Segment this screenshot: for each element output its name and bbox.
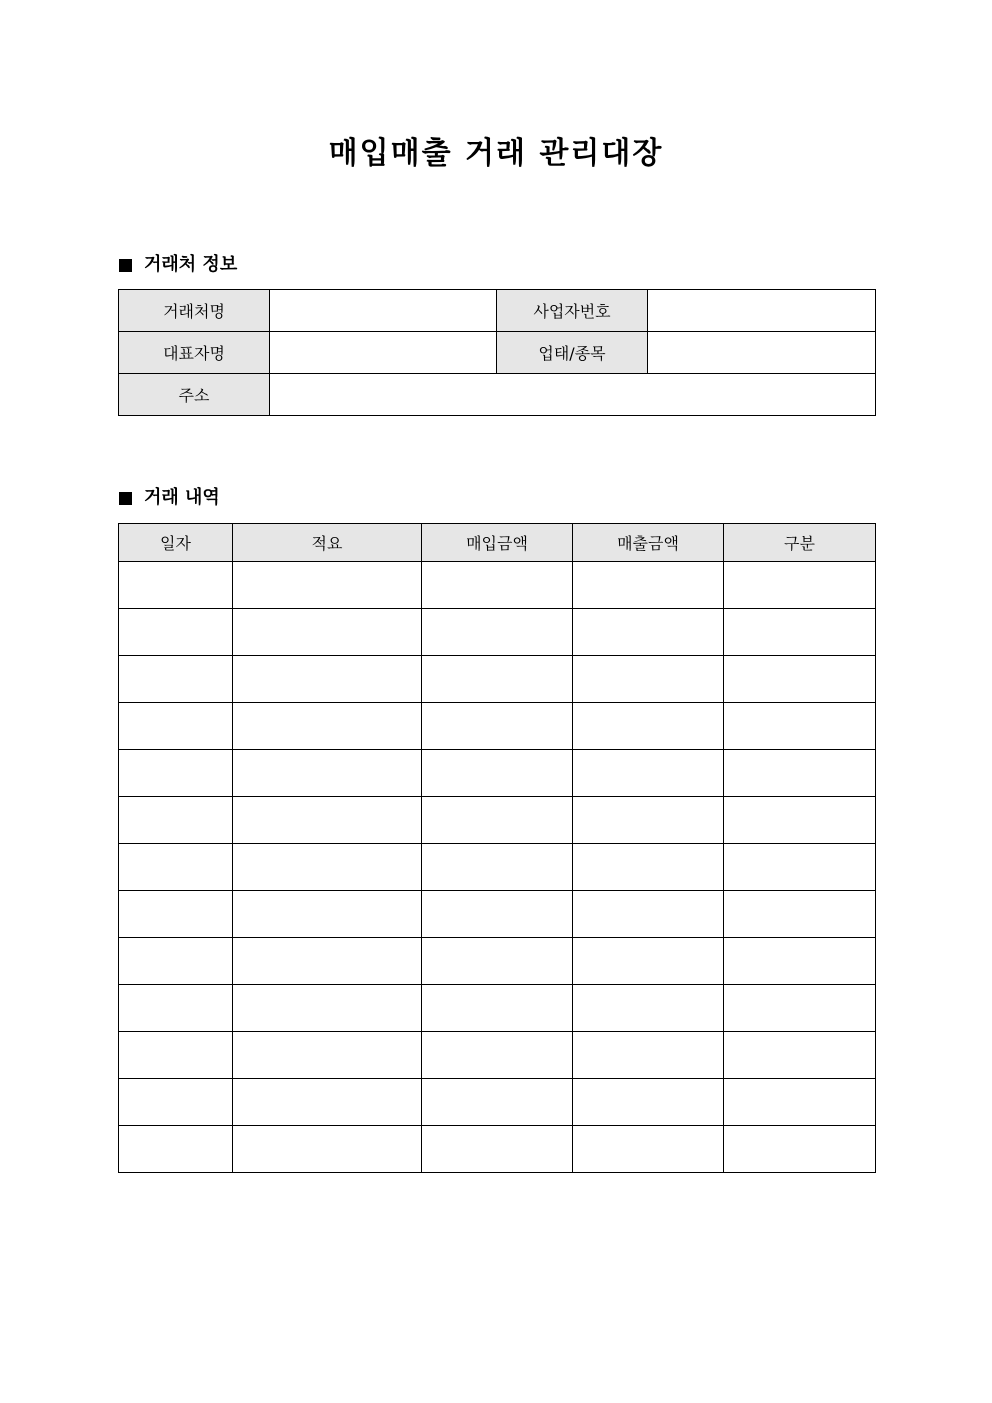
sales-amount-cell[interactable]	[573, 1079, 724, 1126]
table-row	[119, 562, 876, 609]
category-cell[interactable]	[724, 562, 876, 609]
table-row	[119, 750, 876, 797]
description-cell[interactable]	[233, 1032, 422, 1079]
date-cell[interactable]	[119, 562, 233, 609]
category-cell[interactable]	[724, 1079, 876, 1126]
date-cell[interactable]	[119, 750, 233, 797]
date-cell[interactable]	[119, 656, 233, 703]
date-cell[interactable]	[119, 609, 233, 656]
date-cell[interactable]	[119, 703, 233, 750]
table-row	[119, 703, 876, 750]
sales-amount-cell[interactable]	[573, 656, 724, 703]
client-info-table	[118, 289, 876, 416]
purchase-amount-cell[interactable]	[422, 985, 573, 1032]
description-cell[interactable]	[233, 703, 422, 750]
sales-amount-cell[interactable]	[573, 985, 724, 1032]
description-cell[interactable]	[233, 562, 422, 609]
client-info-heading-text: 거래처 정보	[144, 254, 238, 275]
date-cell[interactable]	[119, 797, 233, 844]
column-header-category: 구분	[724, 524, 876, 562]
table-row	[119, 609, 876, 656]
date-cell[interactable]	[119, 1079, 233, 1126]
transaction-heading-text: 거래 내역	[144, 487, 220, 508]
purchase-amount-cell[interactable]	[422, 703, 573, 750]
description-cell[interactable]	[233, 797, 422, 844]
sales-amount-cell[interactable]	[573, 844, 724, 891]
description-cell[interactable]	[233, 609, 422, 656]
description-cell[interactable]	[233, 891, 422, 938]
sales-amount-cell[interactable]	[573, 891, 724, 938]
category-cell[interactable]	[724, 797, 876, 844]
sales-amount-cell[interactable]	[573, 703, 724, 750]
category-cell[interactable]	[724, 703, 876, 750]
date-cell[interactable]	[119, 891, 233, 938]
client-info-heading	[119, 252, 237, 278]
table-row	[119, 797, 876, 844]
table-row	[119, 844, 876, 891]
transaction-body	[119, 562, 876, 1173]
sales-amount-cell[interactable]	[573, 562, 724, 609]
description-cell[interactable]	[233, 985, 422, 1032]
category-cell[interactable]	[724, 656, 876, 703]
address-field[interactable]	[270, 374, 876, 416]
description-cell[interactable]	[233, 750, 422, 797]
client-info-row	[119, 332, 876, 374]
table-row	[119, 938, 876, 985]
representative-field[interactable]	[270, 332, 497, 374]
square-bullet-icon	[119, 259, 132, 272]
table-row	[119, 985, 876, 1032]
description-cell[interactable]	[233, 844, 422, 891]
date-cell[interactable]	[119, 1126, 233, 1173]
sales-amount-cell[interactable]	[573, 1032, 724, 1079]
table-row	[119, 1126, 876, 1173]
address-label: 주소	[119, 374, 270, 416]
purchase-amount-cell[interactable]	[422, 609, 573, 656]
date-cell[interactable]	[119, 985, 233, 1032]
sales-amount-cell[interactable]	[573, 797, 724, 844]
date-cell[interactable]	[119, 844, 233, 891]
purchase-amount-cell[interactable]	[422, 750, 573, 797]
sales-amount-cell[interactable]	[573, 609, 724, 656]
table-row	[119, 656, 876, 703]
category-cell[interactable]	[724, 985, 876, 1032]
purchase-amount-cell[interactable]	[422, 891, 573, 938]
purchase-amount-cell[interactable]	[422, 844, 573, 891]
client-name-label: 거래처명	[119, 290, 270, 332]
purchase-amount-cell[interactable]	[422, 1126, 573, 1173]
description-cell[interactable]	[233, 1079, 422, 1126]
sales-amount-cell[interactable]	[573, 750, 724, 797]
purchase-amount-cell[interactable]	[422, 656, 573, 703]
sales-amount-cell[interactable]	[573, 938, 724, 985]
business-type-field[interactable]	[648, 332, 876, 374]
table-row	[119, 891, 876, 938]
category-cell[interactable]	[724, 938, 876, 985]
purchase-amount-cell[interactable]	[422, 1032, 573, 1079]
page-title: 매입매출 거래 관리대장	[328, 136, 664, 171]
transaction-header-row	[119, 524, 876, 562]
category-cell[interactable]	[724, 750, 876, 797]
purchase-amount-cell[interactable]	[422, 562, 573, 609]
purchase-amount-cell[interactable]	[422, 938, 573, 985]
column-header-sales-amount: 매출금액	[573, 524, 724, 562]
column-header-date: 일자	[119, 524, 233, 562]
date-cell[interactable]	[119, 938, 233, 985]
client-info-row	[119, 374, 876, 416]
description-cell[interactable]	[233, 656, 422, 703]
category-cell[interactable]	[724, 609, 876, 656]
square-bullet-icon	[119, 492, 132, 505]
description-cell[interactable]	[233, 938, 422, 985]
table-row	[119, 1079, 876, 1126]
date-cell[interactable]	[119, 1032, 233, 1079]
description-cell[interactable]	[233, 1126, 422, 1173]
table-row	[119, 1032, 876, 1079]
column-header-purchase-amount: 매입금액	[422, 524, 573, 562]
category-cell[interactable]	[724, 844, 876, 891]
sales-amount-cell[interactable]	[573, 1126, 724, 1173]
purchase-amount-cell[interactable]	[422, 797, 573, 844]
transaction-heading	[119, 485, 220, 511]
representative-label: 대표자명	[119, 332, 270, 374]
business-number-label: 사업자번호	[497, 290, 648, 332]
business-number-field[interactable]	[648, 290, 876, 332]
column-header-description: 적요	[233, 524, 422, 562]
client-info-row	[119, 290, 876, 332]
category-cell[interactable]	[724, 1032, 876, 1079]
purchase-amount-cell[interactable]	[422, 1079, 573, 1126]
category-cell[interactable]	[724, 1126, 876, 1173]
business-type-label: 업태/종목	[497, 332, 648, 374]
category-cell[interactable]	[724, 891, 876, 938]
transaction-table	[118, 523, 876, 1173]
client-name-field[interactable]	[270, 290, 497, 332]
